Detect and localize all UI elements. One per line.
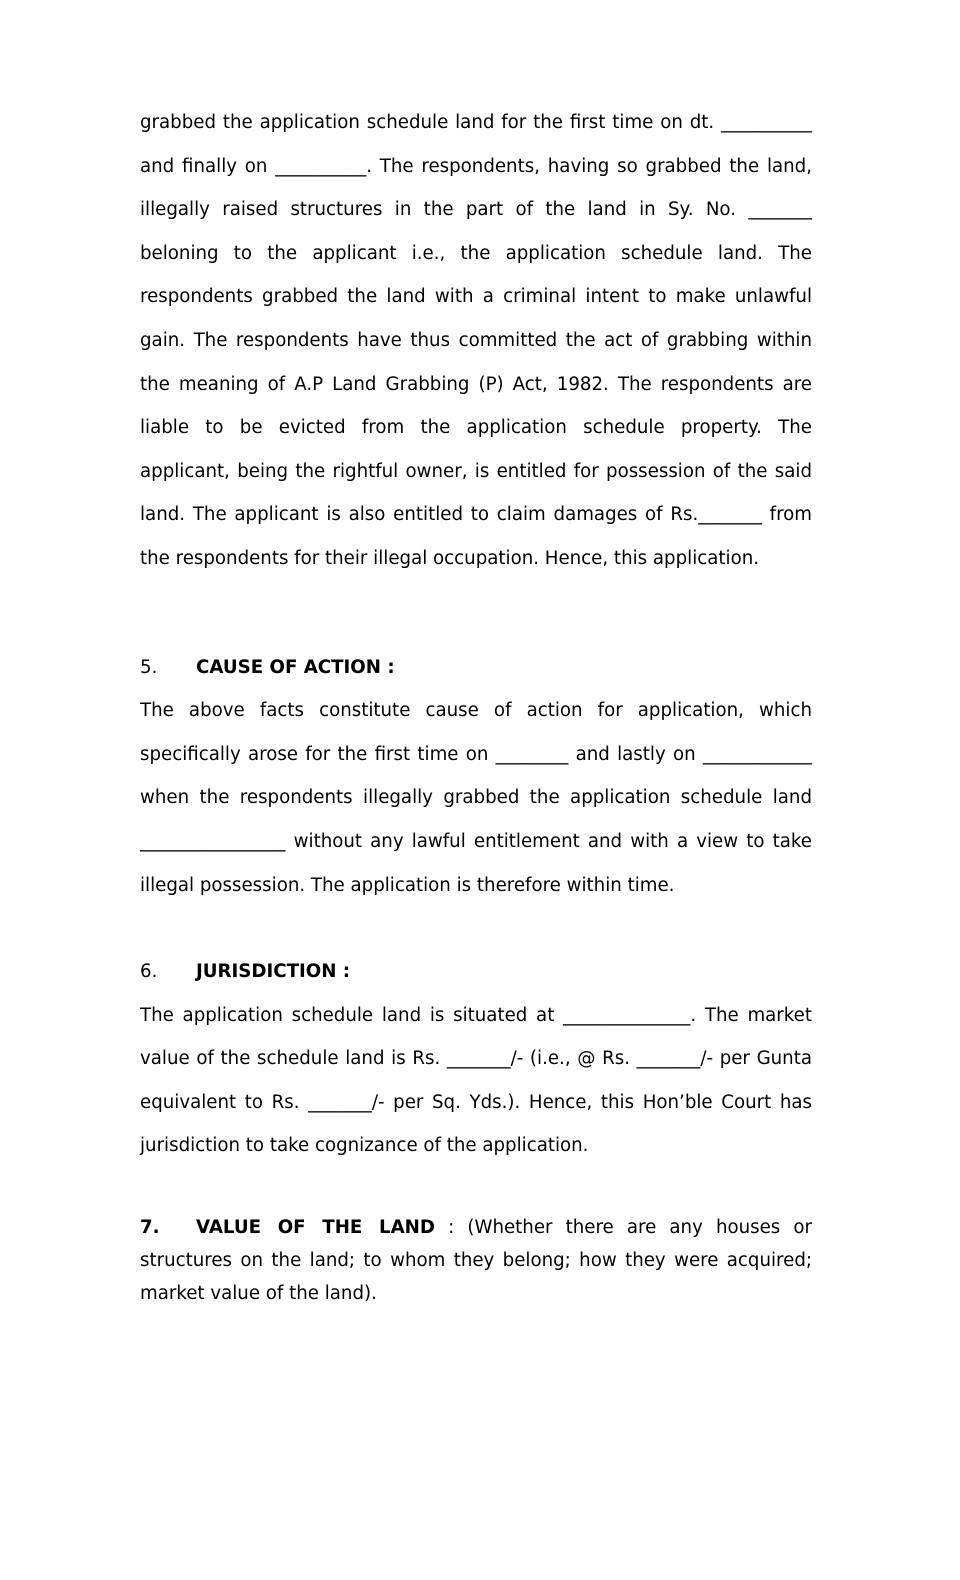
section-5-heading: [140, 646, 812, 690]
spacer: [140, 1168, 812, 1211]
section-7-title: VALUE OF THE LAND: [196, 1217, 435, 1239]
section-5-number: 5.: [140, 656, 158, 678]
document-page: [140, 101, 812, 1310]
spacer: [140, 581, 812, 646]
section-5-body: The above facts constitute cause of action for application, which specifically arose for the first time on ________ and lastly on ____________ when the respondents illegally grabbed the application schedule land ________________ without any lawful entitlement and with a view to take illegal possession. The application is therefore within time.: [140, 700, 812, 896]
paragraph-land-grabbing: grabbed the application schedule land for the first time on dt. __________ and finally on __________. The respondents, having so grabbed the land, illegally raised structures in the part of the land in Sy. No. _______ beloning to the applicant i.e., the application schedule land. The respondents grabbed the land with a criminal intent to make unlawful gain. The respondents have thus committed the act of grabbing within the meaning of A.P Land Grabbing (P) Act, 1982. The respondents are liable to be evicted from the application schedule property. The applicant, being the rightful owner, is entitled for possession of the said land. The applicant is also entitled to claim damages of Rs._______ from the respondents for their illegal occupation. Hence, this application.: [140, 112, 812, 569]
section-6-heading: [140, 950, 812, 994]
section-7-number: 7.: [140, 1217, 160, 1239]
section-6-title: JURISDICTION :: [196, 961, 351, 983]
section-7-paragraph: [140, 1211, 812, 1310]
section-7-body: : (Whether there are any houses or structures on the land; to whom they belong; how they were acquired; market value of the land).: [140, 1217, 813, 1305]
section-6-number: 6.: [140, 961, 158, 983]
section-6-body: The application schedule land is situated at ______________. The market value of the schedule land is Rs. _______/- (i.e., @ Rs. _______/- per Gunta equivalent to Rs. _______/- per Sq. Yds.). Hence, this Hon’ble Court has jurisdiction to take cognizance of the application.: [140, 1004, 812, 1157]
spacer: [140, 907, 812, 950]
section-5-title: CAUSE OF ACTION :: [196, 656, 395, 678]
